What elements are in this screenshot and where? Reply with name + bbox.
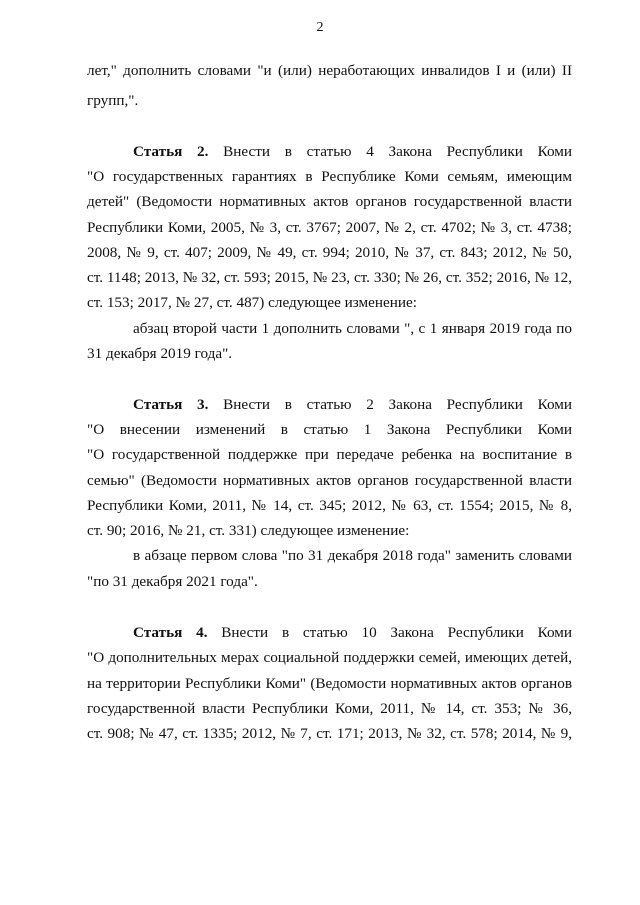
text-line: "О дополнительных мерах социальной поддержки семей, имеющих детей,: [87, 649, 572, 666]
article-3-heading: [133, 396, 572, 414]
text-line: 31 декабря 2019 года".: [87, 345, 233, 362]
article-2-heading: [133, 143, 572, 161]
text-line: ст. 1148; 2013, № 32, ст. 593; 2015, № 23, ст. 330; № 26, ст. 352; 2016, № 12,: [87, 269, 572, 286]
article-4-label: Статья 4.: [133, 624, 208, 641]
text-line: "О государственной поддержке при передаче ребенка на воспитание в: [87, 446, 572, 463]
text-line: Республики Коми, 2005, № 3, ст. 3767; 2007, № 2, ст. 4702; № 3, ст. 4738;: [87, 219, 572, 236]
text-line: "О государственных гарантиях в Республике Коми семьям, имеющим: [87, 168, 572, 185]
article-2-heading-text: Внести в статью 4 Закона Республики Коми: [223, 143, 572, 160]
text-line: на территории Республики Коми" (Ведомости нормативных актов органов: [87, 675, 572, 692]
text-line: лет," дополнить словами "и (или) неработающих инвалидов I и (или) II: [87, 62, 572, 79]
text-line: Республики Коми, 2011, № 14, ст. 345; 2012, № 63, ст. 1554; 2015, № 8,: [87, 497, 572, 514]
article-2-label: Статья 2.: [133, 143, 209, 160]
text-line: семью" (Ведомости нормативных актов органов государственной власти: [87, 472, 572, 489]
article-4-heading-text: Внести в статью 10 Закона Республики Коми: [221, 624, 573, 641]
text-line: ст. 908; № 47, ст. 1335; 2012, № 7, ст. 171; 2013, № 32, ст. 578; 2014, № 9,: [87, 725, 572, 742]
text-line: ст. 153; 2017, № 27, ст. 487) следующее изменение:: [87, 294, 417, 311]
text-line: 2008, № 9, ст. 407; 2009, № 49, ст. 994; 2010, № 37, ст. 843; 2012, № 50,: [87, 244, 572, 261]
text-line: "О внесении изменений в статью 1 Закона Республики Коми: [87, 421, 572, 438]
text-line: абзац второй части 1 дополнить словами ", с 1 января 2019 года по: [133, 320, 572, 337]
article-3-label: Статья 3.: [133, 396, 209, 413]
text-line: ст. 90; 2016, № 21, ст. 331) следующее изменение:: [87, 522, 410, 539]
text-line: "по 31 декабря 2021 года".: [87, 573, 258, 590]
article-3-heading-text: Внести в статью 2 Закона Республики Коми: [223, 396, 572, 413]
text-line: детей" (Ведомости нормативных актов органов государственной власти: [87, 193, 572, 210]
text-line: групп,".: [87, 92, 139, 109]
text-line: в абзаце первом слова "по 31 декабря 2018 года" заменить словами: [133, 547, 572, 564]
page-number: 2: [316, 20, 324, 35]
article-4-heading: [133, 624, 572, 642]
text-line: государственной власти Республики Коми, 2011, № 14, ст. 353; № 36,: [87, 700, 572, 717]
